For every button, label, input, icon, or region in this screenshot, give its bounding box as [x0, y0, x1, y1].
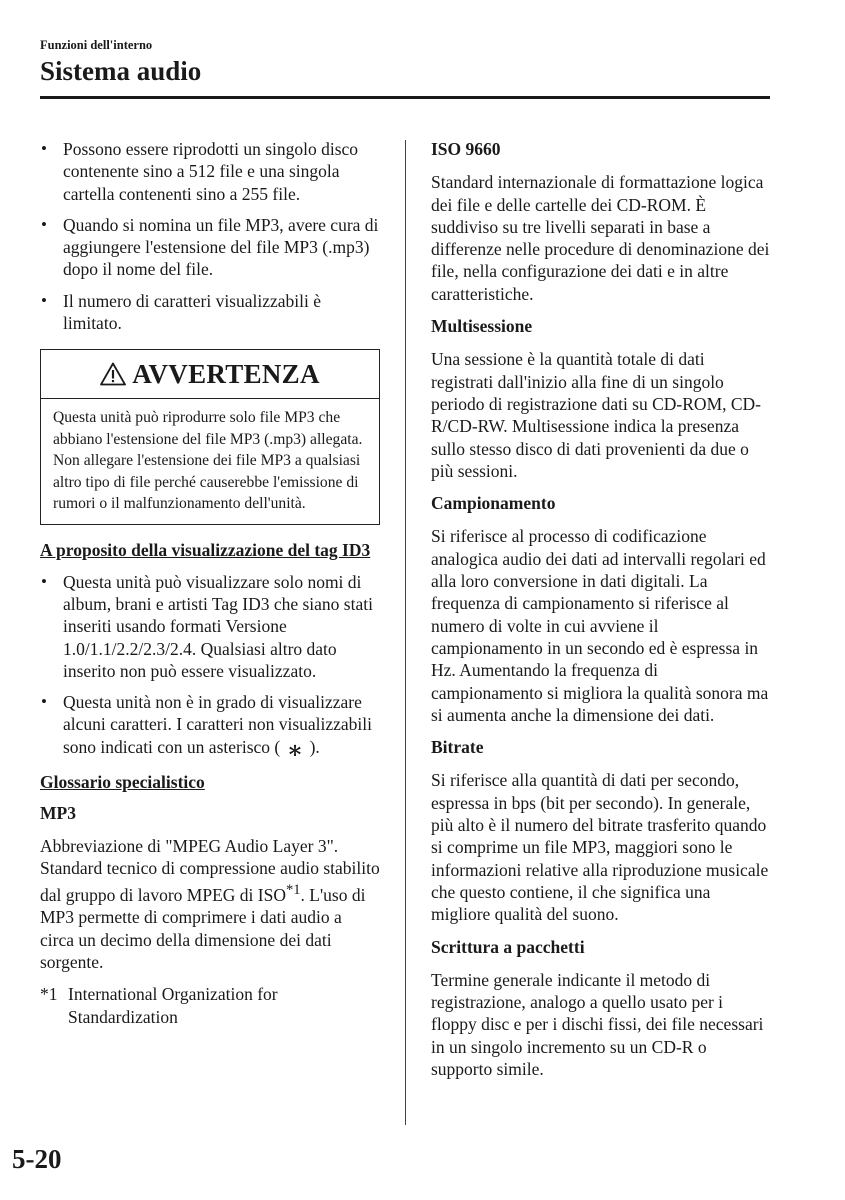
bullet-item: • Possono essere riprodotti un singolo disco contenente sino a 512 file e una singola cartella contenenti sino a 255 file.: [40, 138, 380, 205]
warning-title: AVVERTENZA: [132, 359, 320, 390]
glossary-term: Scrittura a pacchetti: [431, 936, 585, 957]
glossary-definition: Si riferisce alla quantità di dati per secondo, espressa in bps (bit per secondo). In generale, più alto è il numero del bitrate trasferito quando si comprime un file MP3, maggiori sono le informazioni relative alla riproduzione musicale che questo contiene, il che significa una migliore qualità del suono.: [431, 770, 769, 925]
bullet-item: • Il numero di caratteri visualizzabili è limitato.: [40, 290, 380, 335]
glossary-definition-mp3: [40, 835, 380, 974]
glossary-definition: Standard internazionale di formattazione logica dei file e delle cartelle dei CD-ROM. È suddiviso su tre livelli separati in base a differenze nelle procedure di denominazione dei file, nella configurazione dei dati e in altre caratteristiche.: [431, 172, 770, 304]
glossary-definition: Termine generale indicante il metodo di registrazione, analogo a quello usato per i floppy disc e per i dischi fissi, dei file necessari in un singolo incremento su un CD-R o supporto simile.: [431, 969, 764, 1079]
bullet-item: • Questa unità può visualizzare solo nomi di album, brani e artisti Tag ID3 che siano stati inseriti usando formati Versione 1.0/1.1/2.2/2.3/2.4. Qualsiasi altro dato inserito non può essere visualizzato.: [40, 571, 380, 682]
warning-header: [41, 350, 379, 399]
section-kicker: Funzioni dell'interno: [40, 38, 153, 52]
bullet-item: [40, 691, 380, 762]
warning-triangle-icon: [100, 362, 126, 386]
warning-box: [40, 349, 380, 525]
id3-bullet-list: [40, 571, 380, 762]
glossary-definition: Si riferisce al processo di codificazione analogica audio dei dati ad intervalli regolari ed alla loro conversione in dati digitali. La frequenza di campionamento si riferisce al numero di volte in cui avviene il campionamento in un secondo ed è espressa in Hz. Aumentando la frequenza di campionamento si migliora la qualità sonora ma si aumenta anche la dimensione dei dati.: [431, 526, 769, 725]
bullet-text-end: ).: [309, 736, 320, 757]
bullet-item: • Quando si nomina un file MP3, avere cura di aggiungere l'estensione del file MP3 (.mp3) dopo il nome del file.: [40, 214, 380, 281]
glossary-definition: Una sessione è la quantità totale di dati registrati dall'inizio alla fine di un singolo periodo di registrazione dati su CD-ROM, CD-R/CD-RW. Multisessione indica la presenza sullo stesso disco di dati provenienti da due o più sessioni.: [431, 349, 762, 481]
glossary-term: Bitrate: [431, 737, 484, 758]
page-title: Sistema audio: [40, 56, 202, 86]
left-column: [40, 138, 380, 1028]
glossary-heading: Glossario specialistico: [40, 772, 205, 793]
glossary-term: Multisessione: [431, 316, 533, 337]
footnote: [40, 983, 380, 1028]
glossary-term: ISO 9660: [431, 139, 501, 159]
warning-text: Questa unità può riprodurre solo file MP3 che abbiano l'estensione del file MP3 (.mp3) allegata. Non allegare l'estensione dei file MP3 a qualsiasi altro tipo di file perché causerebbe l'emissione di rumori o il malfunzionamento dell'unità.: [53, 409, 363, 512]
footnote-ref: *1: [285, 882, 301, 899]
id3-heading: A proposito della visualizzazione del tag ID3: [40, 540, 371, 561]
asterisk-symbol: ∗: [286, 737, 304, 764]
glossary-term-mp3: MP3: [40, 803, 76, 824]
mp3-text-end: . L'uso di MP3 permette di comprimere i dati audio a circa un decimo della dimensione dei dati sorgente.: [40, 885, 366, 972]
footnote-text: International Organization for Standardization: [68, 984, 278, 1027]
mp3-text: Abbreviazione di "MPEG Audio Layer 3". Standard tecnico di compressione audio stabilito dal gruppo di lavoro MPEG di ISO: [40, 835, 380, 906]
bullet-text: Questa unità non è in grado di visualizzare alcuni caratteri. I caratteri non visualizzabili sono indicati con un asterisco (: [63, 692, 373, 757]
glossary-term: Campionamento: [431, 493, 556, 514]
page-number: 5-20: [12, 1144, 62, 1174]
title-rule: [40, 96, 770, 99]
right-column: [431, 138, 771, 1090]
column-divider: [405, 140, 406, 1125]
intro-bullet-list: [40, 138, 380, 334]
footnote-mark: *1: [40, 984, 58, 1005]
